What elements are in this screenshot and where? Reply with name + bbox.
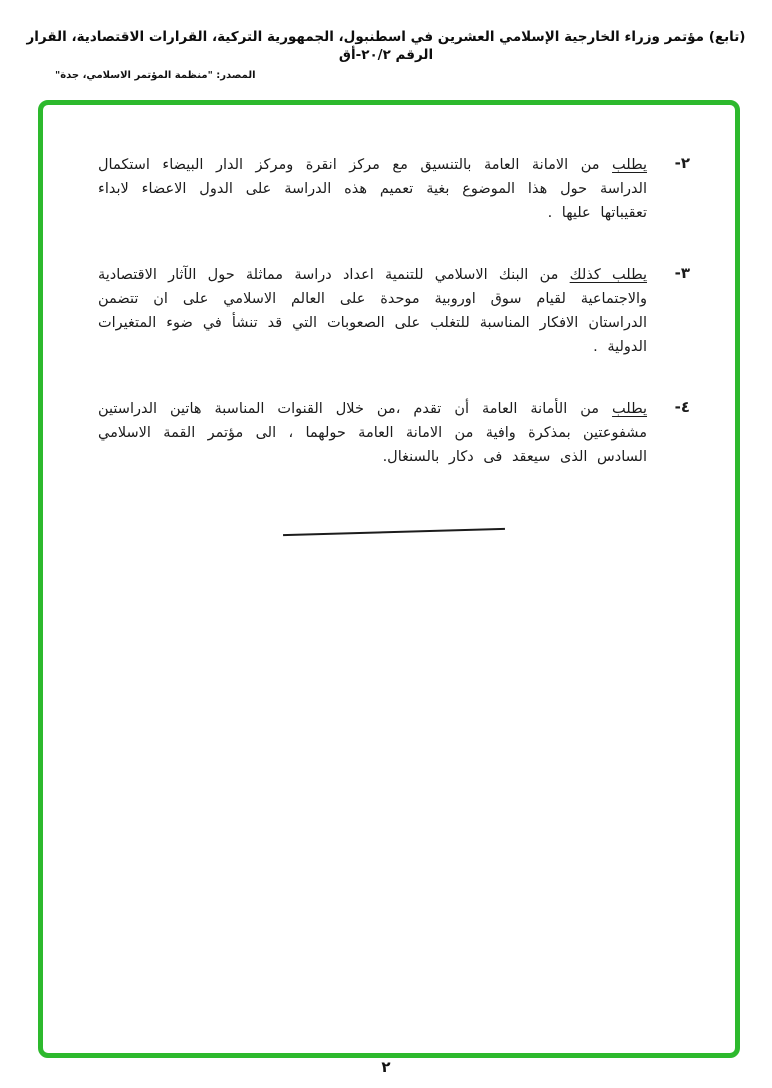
paragraph-number: ٣- — [674, 264, 690, 282]
scanned-page-frame — [38, 100, 740, 1058]
paragraph-lead-underlined: يطلب كذلك — [569, 267, 648, 283]
scanned-page-content — [43, 105, 735, 533]
paragraph-text — [98, 397, 647, 469]
paragraph-number: ٢- — [674, 154, 690, 172]
horizontal-rule — [283, 528, 505, 536]
page-number: ٢ — [381, 1058, 391, 1076]
document-source-line: المصدر: "منظمة المؤتمر الاسلامي، جدة" — [55, 70, 256, 82]
paragraph-lead-underlined: يطلب — [612, 401, 648, 417]
paragraph-text — [98, 153, 647, 225]
paragraph-body: من الامانة العامة بالتنسيق مع مركز انقرة ومركز الدار البيضاء استكمال الدراسة حول هذا الموضوع بغية تعميم هذه الدراسة على الدول الاعضاء لابداء تعقيباتها عليها . — [98, 157, 647, 221]
paragraph-lead-underlined: يطلب — [612, 157, 648, 173]
document-header-title: (تابع) مؤتمر وزراء الخارجية الإسلامي العشرين في اسطنبول، الجمهورية التركية، القرارات الاقتصادية، القرار الرقم ٢٠/٢-أق — [26, 29, 746, 64]
paragraph-number: ٤- — [674, 398, 690, 416]
document-paragraph — [98, 153, 690, 225]
document-paragraph — [98, 263, 690, 359]
paragraph-body: من الأمانة العامة أن تقدم ،من خلال القنوات المناسبة هاتين الدراستين مشفوعتين بمذكرة وافية من الامانة العامة حولهما ، الى مؤتمر القمة الاسلامي السادس الذى سيعقد فى دكار بالسنغال. — [98, 401, 647, 465]
paragraph-body: من البنك الاسلامي للتنمية اعداد دراسة مماثلة حول الآثار الاقتصادية والاجتماعية لقيام سوق اوروبية موحدة على العالم الاسلامي على ان تتضمن الدراستان الافكار المناسبة للتغلب على الصعوبات التي قد تنشأ في ضوء المتغيرات الدولية . — [98, 267, 647, 355]
paragraph-list — [98, 153, 690, 469]
paragraph-text — [98, 263, 647, 359]
document-paragraph — [98, 397, 690, 469]
